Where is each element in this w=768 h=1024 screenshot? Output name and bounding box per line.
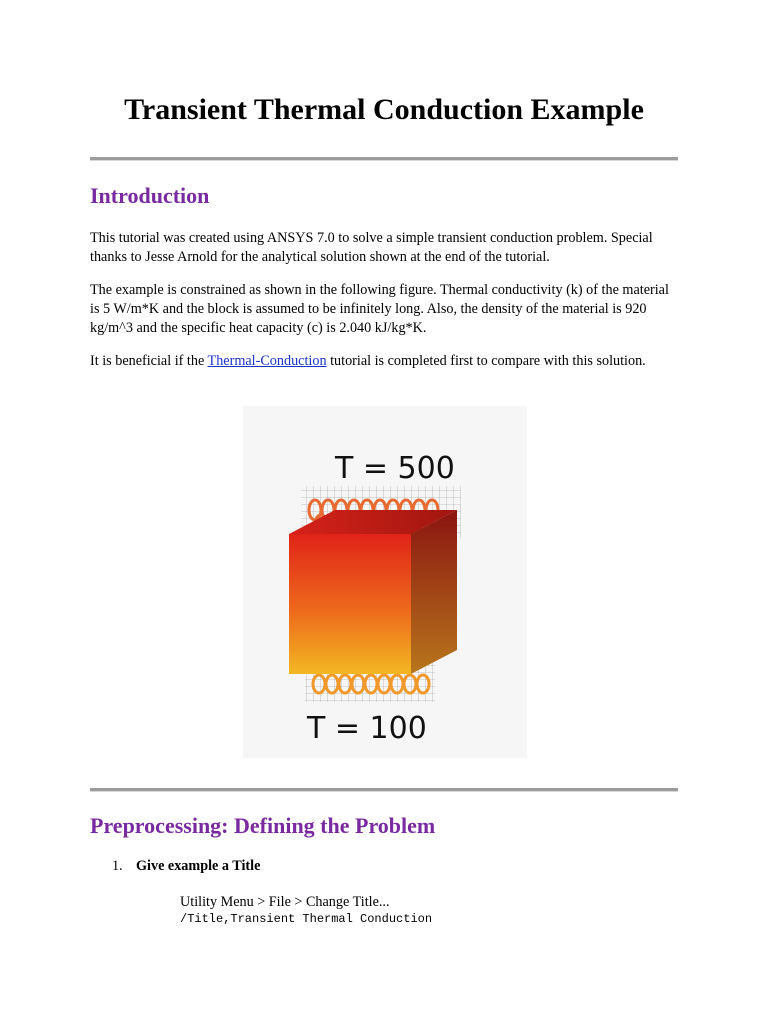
thermal-block-illustration bbox=[243, 406, 527, 758]
horizontal-rule bbox=[90, 788, 678, 792]
preprocessing-heading: Preprocessing: Defining the Problem bbox=[90, 813, 436, 838]
horizontal-rule bbox=[90, 157, 678, 161]
menu-path: Utility Menu > File > Change Title... bbox=[180, 894, 390, 910]
thermal-block-figure bbox=[243, 406, 527, 758]
page-title: Transient Thermal Conduction Example bbox=[124, 93, 644, 126]
step-title: Give example a Title bbox=[136, 858, 261, 874]
intro-paragraph-1: This tutorial was created using ANSYS 7.0 to solve a simple transient conduction problem. Special thanks to Jesse Arnold for the analytical solution shown at the end of the tutorial. bbox=[90, 230, 653, 265]
bottom-temperature-label: T = 100 bbox=[307, 711, 427, 746]
thermal-block-3d bbox=[289, 510, 457, 674]
paragraph-text-after-link: tutorial is completed first to compare with this solution. bbox=[326, 353, 646, 369]
command-line: /Title,Transient Thermal Conduction bbox=[180, 912, 433, 926]
top-temperature-label: T = 500 bbox=[335, 451, 455, 486]
introduction-heading: Introduction bbox=[90, 183, 210, 208]
thermal-conduction-link[interactable]: Thermal-Conduction bbox=[207, 353, 327, 369]
step-item bbox=[112, 857, 260, 876]
intro-paragraph-2: The example is constrained as shown in the following figure. Thermal conductivity (k) of the material is 5 W/m*K and the block is assumed to be infinitely long. Also, the density of the material is 920 kg/m^3 and the specific heat capacity (c) is 2.040 kJ/kg*K. bbox=[90, 282, 669, 336]
paragraph-text-before-link: It is beneficial if the bbox=[90, 353, 208, 369]
intro-paragraph-3 bbox=[90, 352, 680, 371]
step-number: 1. bbox=[112, 858, 123, 874]
